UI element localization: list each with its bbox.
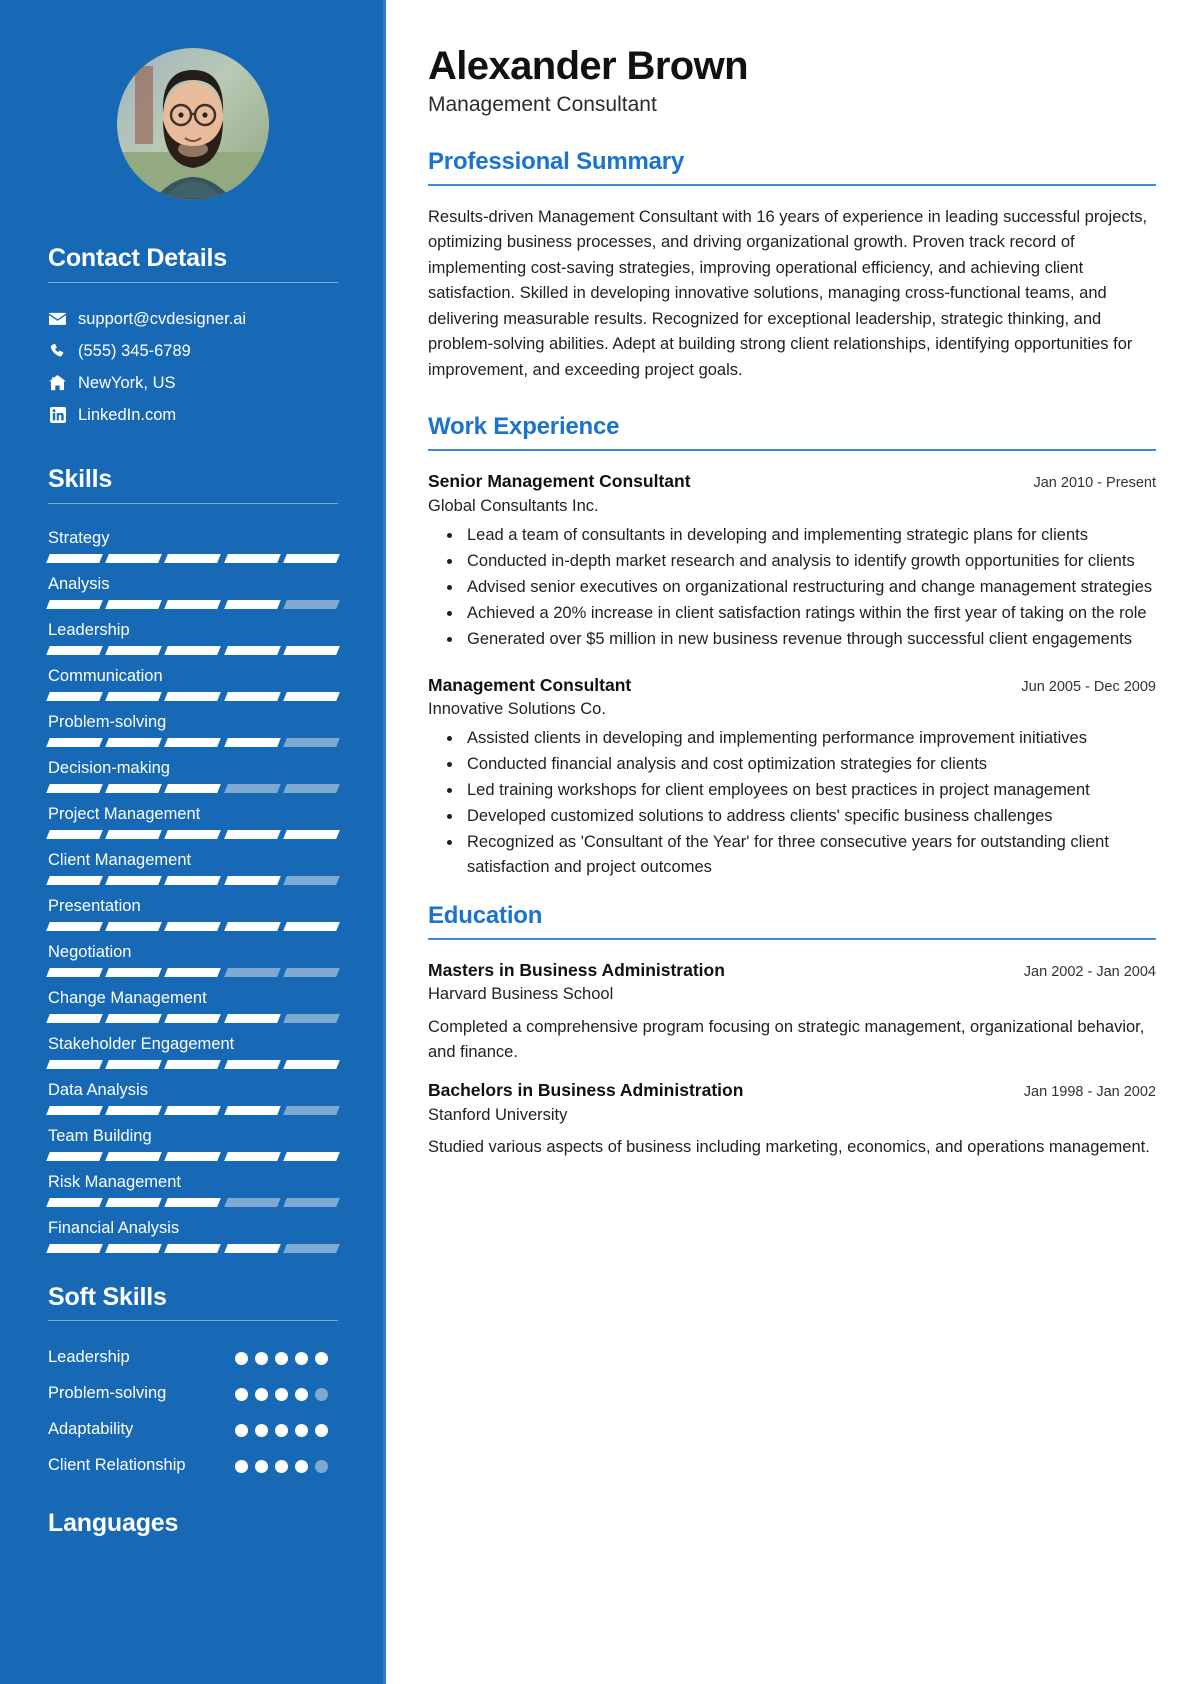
skill-level-bar [48,968,338,977]
work-heading: Work Experience [428,413,620,441]
summary-heading: Professional Summary [428,148,685,176]
work-divider [428,449,1156,451]
education-degree: Bachelors in Business Administration [428,1080,744,1101]
rating-dot [275,1460,288,1473]
work-bullet: • Achieved a 20% increase in client satisfaction ratings within the first year of taking on the role [463,601,1156,626]
skill-segment [105,1106,162,1115]
soft-skills-heading: Soft Skills [48,1282,167,1311]
education-description: Studied various aspects of business including marketing, economics, and operations management. [428,1138,1150,1157]
work-bullet: • Led training workshops for client employees on best practices in project management [463,778,1156,803]
skill-item [48,708,338,747]
skill-label: Project Management [48,804,201,823]
skill-segment [224,1244,281,1253]
skill-segment [105,554,162,563]
soft-skill-rating [235,1377,338,1401]
skill-segment [46,1152,103,1161]
main-content [386,0,1200,1684]
skill-segment [165,554,222,563]
skill-segment [165,1244,222,1253]
rating-dot [275,1352,288,1365]
work-entry-head [428,674,1156,698]
skill-level-bar [48,1060,338,1069]
skill-level-bar [48,1244,338,1253]
work-entry [428,674,1156,880]
work-role: Management Consultant [428,674,632,695]
skill-segment [105,692,162,701]
skill-item [48,1168,338,1207]
skill-label: Presentation [48,896,141,915]
skill-label: Risk Management [48,1172,181,1191]
skill-segment [224,1198,281,1207]
work-organization: Innovative Solutions Co. [428,700,606,719]
skill-segment [46,830,103,839]
skill-item [48,1076,338,1115]
work-bullets [428,523,1156,652]
skill-segment [165,876,222,885]
skill-segment [165,1198,222,1207]
soft-skill-rating [235,1413,338,1437]
skill-segment [165,922,222,931]
skills-section [48,465,338,1253]
work-bullets [428,726,1156,880]
skill-segment [224,692,281,701]
skill-segment [283,1106,340,1115]
skill-item [48,1030,338,1069]
skill-segment [224,784,281,793]
skill-item [48,1214,338,1253]
skill-segment [165,738,222,747]
phone-icon [48,343,67,359]
work-bullet: • Advised senior executives on organizational restructuring and change management strategies [463,575,1156,600]
rating-dot [255,1460,268,1473]
education-entry-head [428,959,1156,983]
skill-level-bar [48,1152,338,1161]
soft-skill-row [48,1449,338,1481]
skill-label: Leadership [48,620,130,639]
skill-segment [283,1014,340,1023]
rating-dot [275,1424,288,1437]
education-description: Completed a comprehensive program focusing on strategic management, organizational behavior, and finance. [428,1018,1145,1062]
skill-segment [283,692,340,701]
skill-segment [105,738,162,747]
skill-segment [283,738,340,747]
work-bullet: • Conducted financial analysis and cost optimization strategies for clients [463,752,1156,777]
skill-segment [46,646,103,655]
soft-skill-label: Problem-solving [48,1384,167,1403]
sidebar [0,0,386,1684]
skill-segment [224,1106,281,1115]
education-date: Jan 2002 - Jan 2004 [1023,963,1156,980]
skill-segment [283,600,340,609]
skill-segment [46,1198,103,1207]
education-divider [428,938,1156,940]
skill-segment [165,646,222,655]
skill-segment [105,1244,162,1253]
soft-skill-rating [235,1341,338,1365]
summary-text: Results-driven Management Consultant with 16 years of experience in leading successful projects, optimizing business processes, and driving organizational growth. Proven track record of implementing cost-saving strategies, improving operational efficiency, and achieving client satisfaction. Skilled in developing innovative solutions, managing cross-functional teams, and delivering measurable results. Recognized for exceptional leadership, strategic thinking, and problem-solving abilities. Adept at building strong client relationships, identifying opportunities for improvement, and exceeding project goals. [428,207,1148,379]
contact-list [48,303,338,431]
rating-dot [235,1424,248,1437]
skill-segment [105,1198,162,1207]
skill-segment [224,968,281,977]
skill-item [48,662,338,701]
skill-segment [224,1014,281,1023]
skill-segment [283,830,340,839]
skill-item [48,846,338,885]
skill-segment [165,784,222,793]
skill-label: Decision-making [48,758,170,777]
education-entry [428,1079,1156,1160]
skill-segment [105,830,162,839]
skill-item [48,800,338,839]
skill-segment [105,876,162,885]
rating-dot [295,1352,308,1365]
rating-dot [255,1424,268,1437]
skill-segment [283,968,340,977]
skill-segment [105,922,162,931]
skill-segment [283,1152,340,1161]
skill-segment [283,1244,340,1253]
skill-label: Data Analysis [48,1080,148,1099]
skill-level-bar [48,1106,338,1115]
skill-segment [283,646,340,655]
skill-item [48,984,338,1023]
skill-level-bar [48,600,338,609]
contact-linkedin-value: LinkedIn.com [78,405,177,424]
work-date: Jun 2005 - Dec 2009 [1021,678,1156,695]
education-school: Stanford University [428,1105,568,1124]
work-entry-head [428,470,1156,494]
skill-item [48,570,338,609]
skill-level-bar [48,1198,338,1207]
education-section [428,902,1156,1161]
work-bullet: • Developed customized solutions to address clients' specific business challenges [463,804,1156,829]
skill-segment [46,968,103,977]
skill-level-bar [48,738,338,747]
contact-location-value: NewYork, US [78,373,176,392]
skill-segment [46,738,103,747]
skill-segment [105,1060,162,1069]
soft-skills-list [48,1341,338,1481]
contact-item-linkedin[interactable] [48,399,338,431]
rating-dot [235,1352,248,1365]
skill-segment [224,1060,281,1069]
soft-skills-section [48,1283,338,1482]
work-bullet: • Recognized as 'Consultant of the Year' for three consecutive years for outstanding client satisfaction and project outcomes [463,830,1156,880]
work-role: Senior Management Consultant [428,471,691,492]
contact-item-email[interactable] [48,303,338,335]
skills-heading: Skills [48,464,113,493]
skill-segment [46,600,103,609]
skill-level-bar [48,646,338,655]
skill-segment [46,1106,103,1115]
rating-dot [235,1388,248,1401]
skill-segment [283,876,340,885]
home-icon [48,375,67,391]
work-entry [428,470,1156,651]
rating-dot [315,1460,328,1473]
skill-segment [283,554,340,563]
work-entries [428,470,1156,880]
skill-segment [46,1014,103,1023]
linkedin-icon [48,407,67,423]
skill-segment [165,1152,222,1161]
email-icon [48,312,67,325]
skill-segment [46,1060,103,1069]
skill-segment [46,1244,103,1253]
rating-dot [255,1388,268,1401]
skill-segment [224,600,281,609]
soft-skill-row [48,1413,338,1445]
skill-segment [283,784,340,793]
contact-phone-value: (555) 345-6789 [78,341,191,360]
avatar [117,48,269,200]
skill-level-bar [48,1014,338,1023]
skill-level-bar [48,876,338,885]
skill-label: Financial Analysis [48,1218,180,1237]
skill-segment [165,600,222,609]
skill-segment [105,1014,162,1023]
skill-segment [165,1014,222,1023]
rating-dot [295,1388,308,1401]
skill-segment [165,1106,222,1115]
skill-item [48,616,338,655]
avatar-wrap [48,48,338,200]
contact-item-location[interactable] [48,367,338,399]
skill-level-bar [48,830,338,839]
skill-segment [105,600,162,609]
skill-item [48,1122,338,1161]
skill-label: Problem-solving [48,712,167,731]
summary-section [428,148,1156,383]
work-bullet: • Assisted clients in developing and implementing performance improvement initiatives [463,726,1156,751]
soft-skill-label: Client Relationship [48,1456,186,1475]
languages-heading: Languages [48,1509,179,1538]
soft-skill-rating [235,1449,338,1473]
skill-segment [46,876,103,885]
rating-dot [295,1424,308,1437]
education-degree: Masters in Business Administration [428,959,725,980]
skill-level-bar [48,692,338,701]
soft-skill-row [48,1377,338,1409]
skill-level-bar [48,554,338,563]
skill-label: Strategy [48,528,110,547]
work-bullet: • Lead a team of consultants in developing and implementing strategic plans for clients [463,523,1156,548]
contact-email-value: support@cvdesigner.ai [78,309,247,328]
skill-segment [283,1198,340,1207]
skill-segment [283,922,340,931]
skill-segment [46,692,103,701]
contact-section [48,244,338,431]
skill-segment [46,554,103,563]
contact-heading: Contact Details [48,244,227,272]
work-bullet: • Generated over $5 million in new business revenue through successful client engagements [463,627,1156,652]
skill-segment [46,784,103,793]
skill-item [48,754,338,793]
contact-divider [48,282,338,283]
skill-segment [224,1152,281,1161]
soft-skill-row [48,1341,338,1373]
education-school: Harvard Business School [428,985,614,1004]
skill-item [48,938,338,977]
education-date: Jan 1998 - Jan 2002 [1023,1084,1156,1101]
skill-segment [224,922,281,931]
work-bullet: • Conducted in-depth market research and analysis to identify growth opportunities for clients [463,549,1156,574]
rating-dot [235,1460,248,1473]
skill-segment [105,784,162,793]
skill-label: Communication [48,666,163,685]
education-entry-head [428,1079,1156,1103]
skills-list [48,524,338,1253]
skill-segment [224,738,281,747]
soft-skill-label: Leadership [48,1348,130,1367]
skill-label: Team Building [48,1126,152,1145]
skills-divider [48,503,338,504]
soft-skill-label: Adaptability [48,1420,134,1439]
skill-item [48,524,338,563]
rating-dot [275,1388,288,1401]
skill-segment [105,968,162,977]
skill-level-bar [48,922,338,931]
education-entry [428,959,1156,1065]
skill-item [48,892,338,931]
rating-dot [315,1352,328,1365]
skill-label: Change Management [48,988,207,1007]
skill-label: Analysis [48,574,110,593]
skill-segment [46,922,103,931]
rating-dot [255,1352,268,1365]
work-organization: Global Consultants Inc. [428,496,599,515]
rating-dot [315,1424,328,1437]
skill-segment [165,692,222,701]
skill-segment [105,1152,162,1161]
profile-photo-icon [117,48,269,200]
page-title: Alexander Brown [428,44,748,88]
skill-segment [224,876,281,885]
skill-label: Negotiation [48,942,132,961]
skill-label: Client Management [48,850,192,869]
skill-segment [105,646,162,655]
work-section [428,413,1156,880]
education-entries [428,959,1156,1161]
skill-segment [165,968,222,977]
skill-segment [165,1060,222,1069]
summary-divider [428,184,1156,186]
work-date: Jan 2010 - Present [1033,475,1156,492]
education-heading: Education [428,901,543,929]
rating-dot [315,1388,328,1401]
skill-segment [165,830,222,839]
soft-skills-divider [48,1320,338,1321]
skill-segment [224,554,281,563]
skill-segment [224,830,281,839]
skill-segment [283,1060,340,1069]
skill-level-bar [48,784,338,793]
job-title: Management Consultant [428,92,657,116]
contact-item-phone[interactable] [48,335,338,367]
skill-segment [224,646,281,655]
rating-dot [295,1460,308,1473]
skill-label: Stakeholder Engagement [48,1034,235,1053]
